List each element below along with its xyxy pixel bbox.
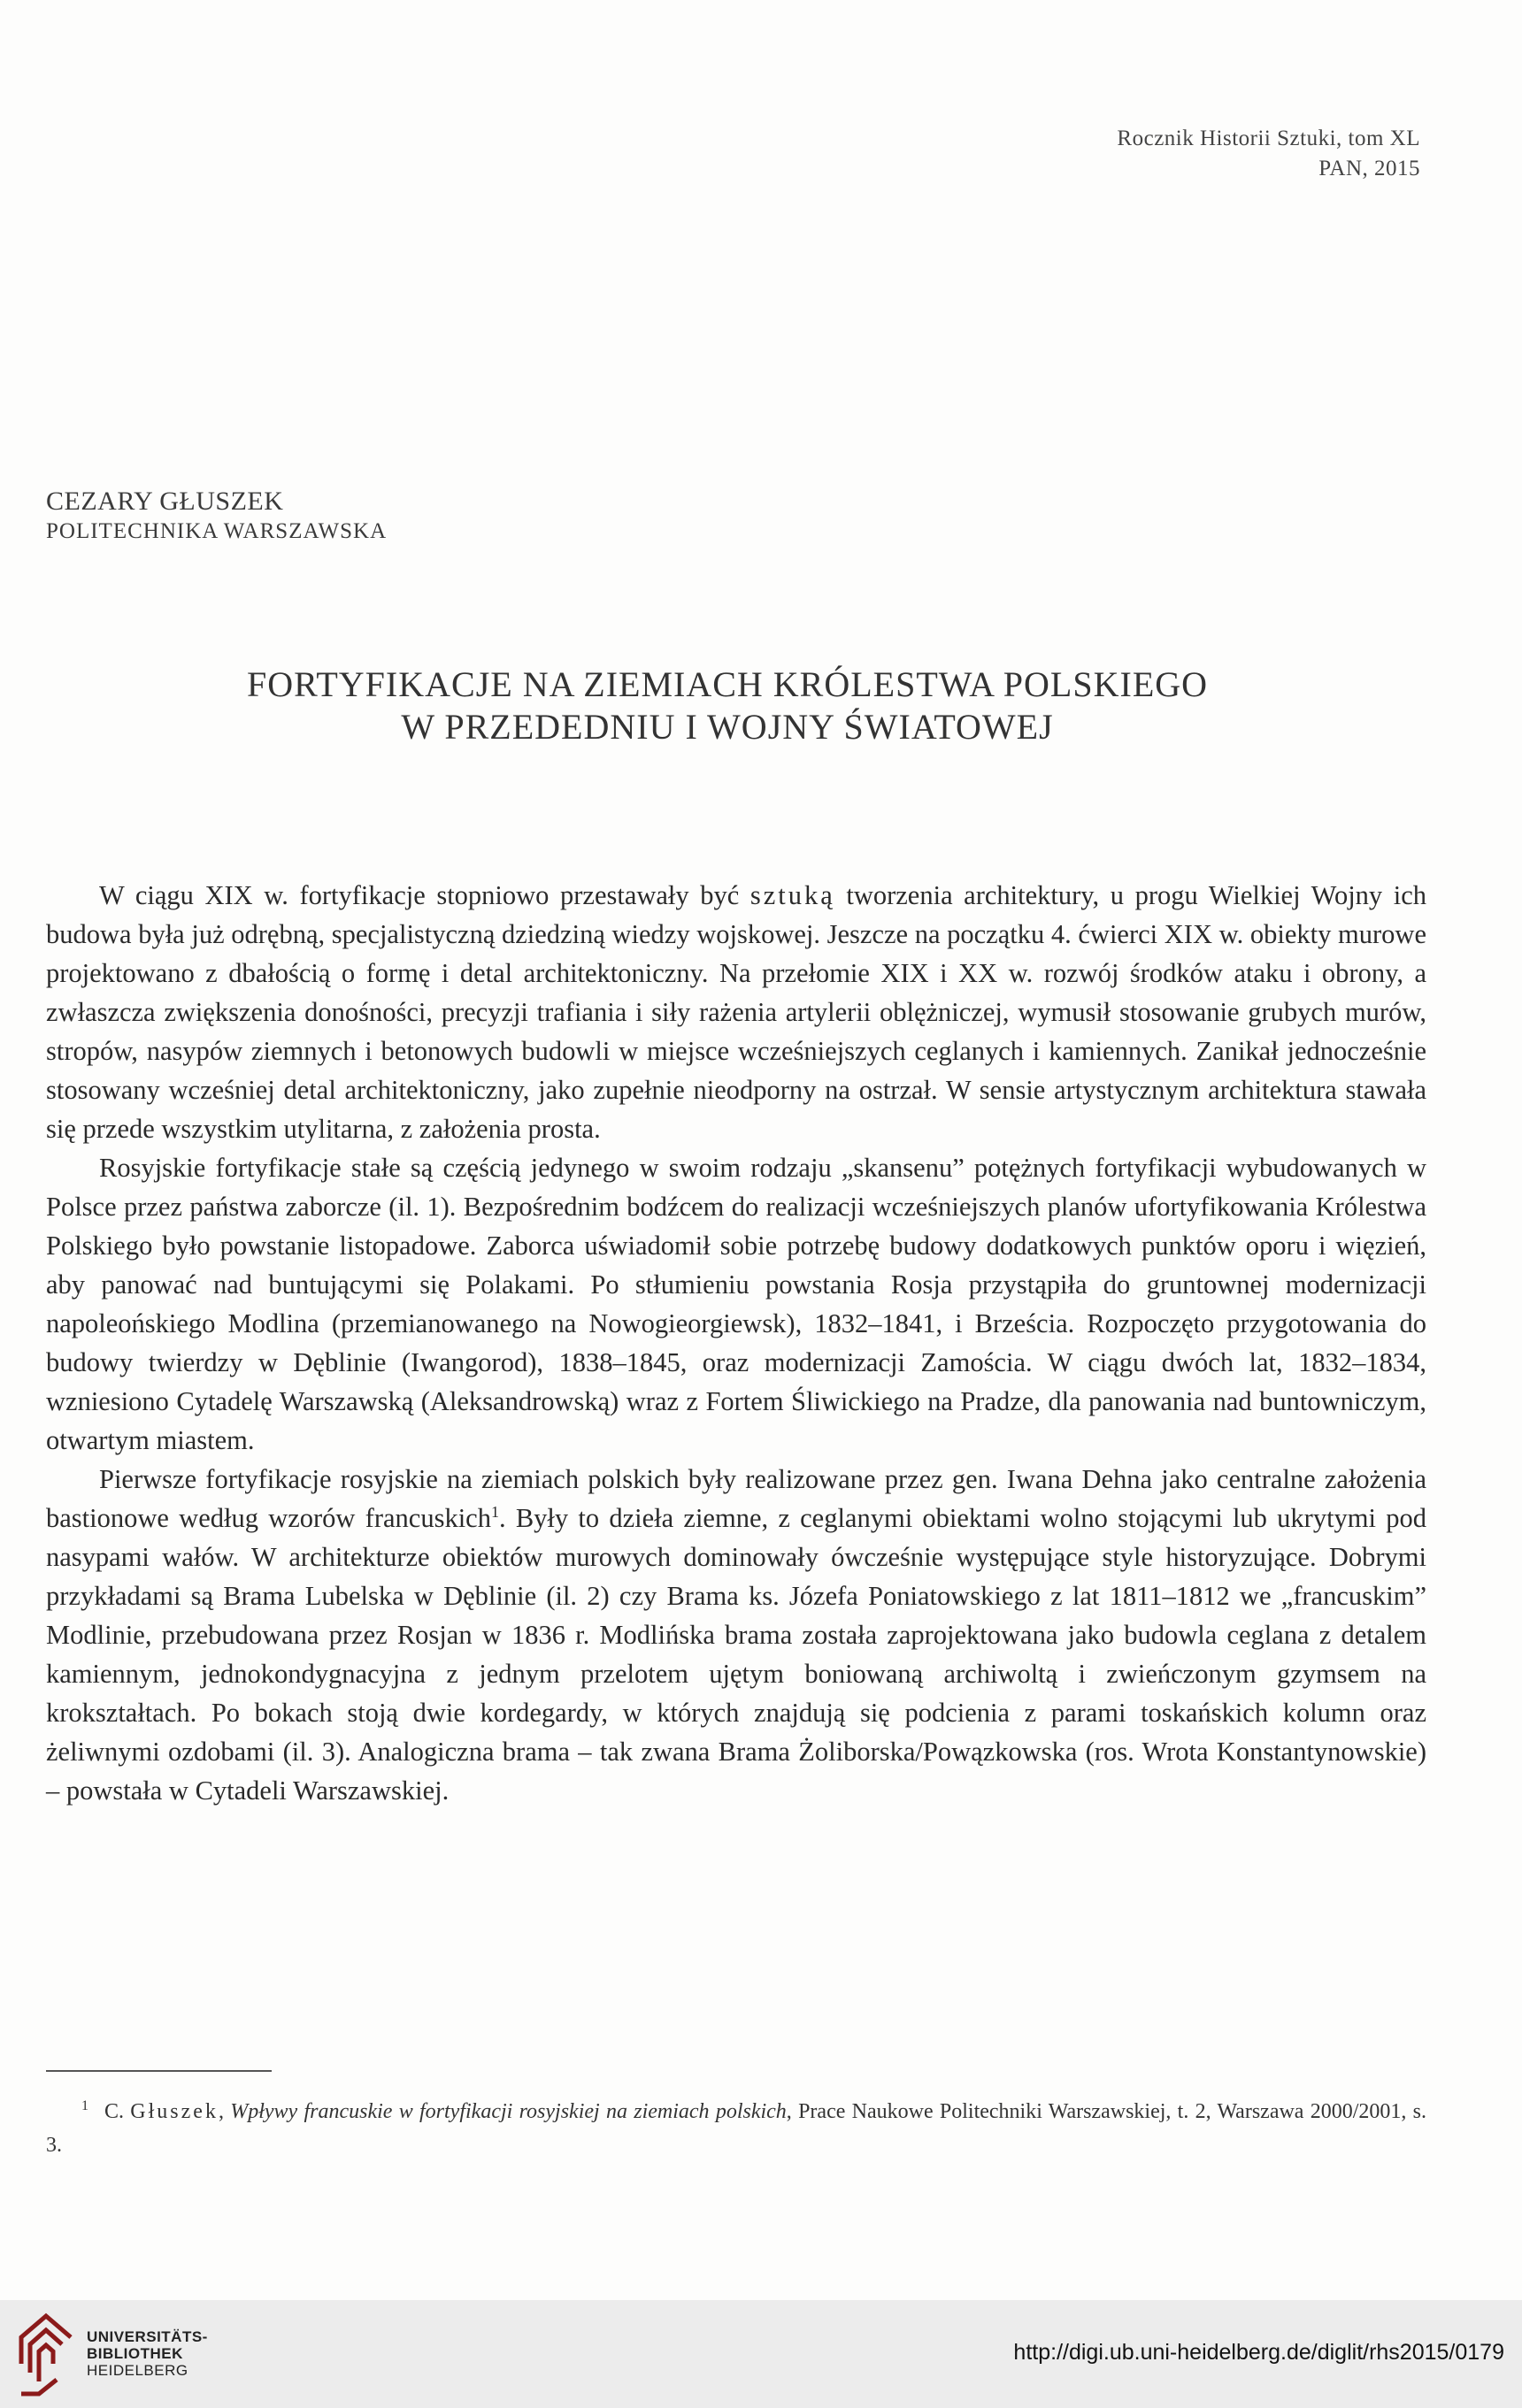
paragraph-3-text-b: . Były to dzieła ziemne, z ceglanymi obiektami wolno stojącymi lub ukrytymi pod nasypami wałów. W architekturze obiektów murowych dominowały ówcześnie występujące style historyzujące. Dobrymi przykładami są Brama Lubelska w Dęblinie (il. 2) czy Brama ks. Józefa Poniatowskiego z lat 1811–1812 we „francuskim” Modlinie, przebudowana przez Rosjan w 1836 r. Modlińska brama została zaprojektowana jako budowla ceglana z detalem kamiennym, jednokondygnacyjna z jednym przelotem ujętym boniowaną archiwoltą i zwieńczonym gzymsem na krokształtach. Po bokach stoją dwie kordegardy, w których znajdują się podcienia z parami toskańskich kolumn oraz żeliwnymi ozdobami (il. 3). Analogiczna brama – tak zwana Brama Żoliborska/Powązkowska (ros. Wrota Konstantynowskie) – powstała w Cytadeli Warszawskiej. <box>46 1503 1426 1806</box>
footnote-citation-rest: , Prace Naukowe Politechniki Warszawskiej, t. 2, Warszawa 2000/2001, s. 3. <box>46 2100 1427 2157</box>
journal-publisher-year: PAN, 2015 <box>1318 157 1420 180</box>
author-affiliation: POLITECHNIKA WARSZAWSKA <box>46 519 388 543</box>
footnote-reference[interactable]: 1 <box>490 1502 499 1521</box>
paragraph-3 <box>46 1460 1426 1810</box>
paragraph-1-spaced-word: sztuką <box>749 880 835 910</box>
library-name-line-2: BIBLIOTHEK <box>87 2345 183 2362</box>
library-name-line-3: HEIDELBERG <box>87 2362 188 2379</box>
article-body <box>46 876 1426 1810</box>
source-url-link[interactable]: http://digi.ub.uni-heidelberg.de/diglit/rhs2015/0179 <box>1013 2340 1504 2365</box>
paragraph-1-text-a: W ciągu XIX w. fortyfikacje stopniowo przestawały być <box>99 880 750 910</box>
paragraph-1-text-b: tworzenia architektury, u progu Wielkiej Wojny ich budowa była już odrębną, specjalistyczną dziedziną wiedzy wojskowej. Jeszcze na początku 4. ćwierci XIX w. obiekty murowe projektowano z dbałością o formę i detal architektoniczny. Na przełomie XIX i XX w. rozwój środków ataku i obrony, a zwłaszcza zwiększenia donośności, precyzji trafiania i siły rażenia artylerii oblężniczej, wymusił stosowanie grubych murów, stropów, nasypów ziemnych i betonowych budowli w miejsce wcześniejszych ceglanych i kamiennych. Zanikał jednocześnie stosowany wcześniej detal architektoniczny, jako zupełnie nieodporny na ostrzał. W sensie artystycznym architektura stawała się przede wszystkim utylitarna, z założenia prosta. <box>46 880 1427 1144</box>
paragraph-3-text-a: Pierwsze fortyfikacje rosyjskie na ziemiach polskich były realizowane przez gen. Iwana Dehna jako centralne założenia bastionowe według wzorów francuskich <box>46 1464 1426 1533</box>
footnote-cited-title: Wpływy francuskie w fortyfikacji rosyjskiej na ziemiach polskich <box>230 2100 787 2123</box>
paragraph-1 <box>46 876 1426 1148</box>
journal-title: Rocznik Historii Sztuki, tom XL <box>1117 127 1420 150</box>
footnote-author: Głuszek <box>130 2100 219 2123</box>
article-title-line-2: W PRZEDEDNIU I WOJNY ŚWIATOWEJ <box>401 707 1054 747</box>
author-name: CEZARY GŁUSZEK <box>46 487 284 516</box>
footnote-author-initial: C. <box>104 2100 131 2123</box>
footnote: 1 C. Głuszek, Wpływy francuskie w fortyfikacji rosyjskiej na ziemiach polskich, Prace Naukowe Politechniki Warszawskiej, t. 2, Warszawa 2000/2001, s. 3. <box>46 2098 1427 2157</box>
journal-header <box>1117 124 1420 184</box>
library-name-line-1: UNIVERSITÄTS- <box>87 2328 208 2345</box>
article-title-line-1: FORTYFIKACJE NA ZIEMIACH KRÓLESTWA POLSKIEGO <box>246 664 1209 704</box>
library-logo-icon[interactable] <box>16 2311 76 2399</box>
paragraph-2: Rosyjskie fortyfikacje stałe są częścią jedynego w swoim rodzaju „skansenu” potężnych fortyfikacji wybudowanych w Polsce przez państwa zaborcze (il. 1). Bezpośrednim bodźcem do realizacji wcześniejszych planów ufortyfikowania Królestwa Polskiego było powstanie listopadowe. Zaborca uświadomił sobie potrzebę budowy dodatkowych punktów oporu i więzień, aby panować nad buntującymi się Polakami. Po stłumieniu powstania Rosja przystąpiła do gruntownej modernizacji napoleońskiego Modlina (przemianowanego na Nowogieorgiewsk), 1832–1841, i Brześcia. Rozpoczęto przygotowania do budowy twierdzy w Dęblinie (Iwangorod), 1838–1845, oraz modernizacji Zamościa. W ciągu dwóch lat, 1832–1834, wzniesiono Cytadelę Warszawską (Aleksandrowską) wraz z Fortem Śliwickiego na Pradze, dla panowania nad buntowniczym, otwartym miastem. <box>46 1153 1426 1455</box>
library-logo-text <box>87 2328 208 2379</box>
article-title <box>46 663 1409 748</box>
author-block <box>46 487 387 547</box>
footnote-separator: , <box>218 2100 231 2123</box>
footnote-divider <box>46 2070 272 2072</box>
